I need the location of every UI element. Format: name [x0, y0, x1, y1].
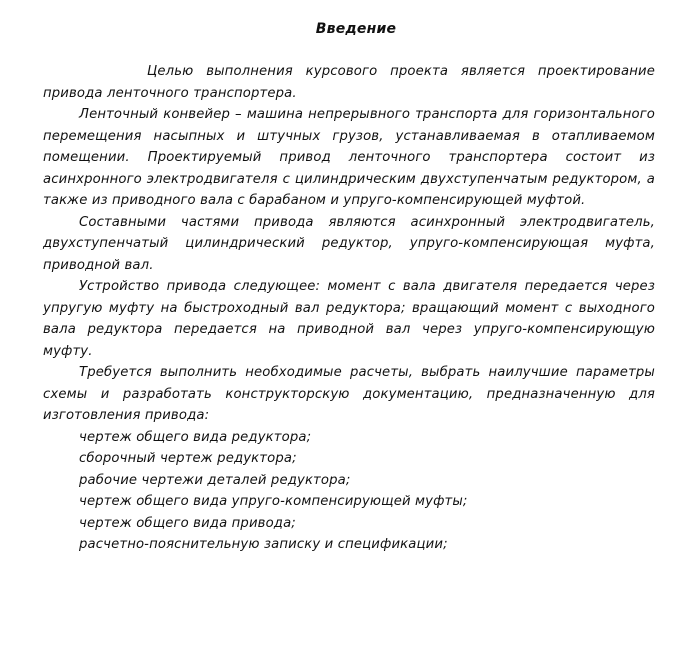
list-item: сборочный чертеж редуктора;	[79, 451, 297, 466]
list-item: расчетно-пояснительную записку и спецификации;	[79, 537, 448, 552]
list-item: чертеж общего вида упруго-компенсирующей муфты;	[79, 494, 468, 509]
list-item: чертеж общего вида редуктора;	[79, 429, 312, 445]
paragraph-device: Устройство привода следующее: момент с вала двигателя передается через упругую муфту на быстроходный вал редуктора; вращающий момент с выходного вала редуктора передается на приводной вал через упруго-компенсирующую муфту.	[43, 279, 655, 359]
paragraph-goal: Целью выполнения курсового проекта является проектирование привода ленточного транспортера.	[43, 64, 655, 101]
list-item: чертеж общего вида привода;	[79, 515, 296, 531]
deliverables-list	[43, 427, 655, 556]
page-title: Введение	[315, 21, 397, 37]
document-body	[43, 61, 655, 556]
paragraph-components: Составными частями привода являются асинхронный электродвигатель, двухступенчатый цилиндрический редуктор, упруго-компенсирующая муфта, приводной вал.	[43, 214, 655, 273]
paragraph-conveyor: Ленточный конвейер – машина непрерывного транспорта для горизонтального перемещения насыпных и штучных грузов, устанавливаемая в отапливаемом помещении. Проектируемый привод ленточного транспортера состоит из асинхронного электродвигателя с цилиндрическим двухступенчатым редуктором, а также из приводного вала с барабаном и упруго-компенсирующей муфтой.	[43, 107, 655, 208]
paragraph-requirements: Требуется выполнить необходимые расчеты, выбрать наилучшие параметры схемы и разработать конструкторскую документацию, предназначенную для изготовления привода:	[43, 365, 655, 423]
list-item: рабочие чертежи деталей редуктора;	[79, 472, 351, 488]
